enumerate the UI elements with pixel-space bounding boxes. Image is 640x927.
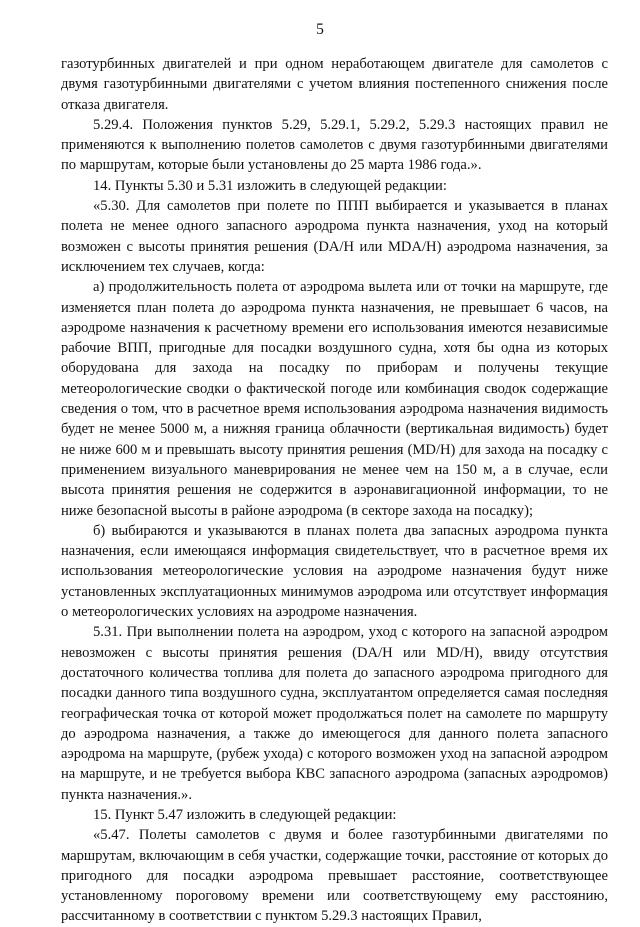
paragraph: 15. Пункт 5.47 изложить в следующей редакции: (93, 806, 397, 823)
page-number: 5 (316, 21, 324, 38)
paragraph: б) выбираются и указываются в планах полета два запасных аэродрома пункта назначения, если имеющаяся информация свидетельствует, что в расчетное время их использования метеорологические условия на аэродроме назначения будут ниже установленных эксплуатационных минимумов аэродрома или отсутствует информация о метеорологических условиях на аэродроме назначения. (61, 522, 608, 621)
paragraph: «5.30. Для самолетов при полете по ППП выбирается и указывается в планах полета не менее одного запасного аэродрома пункта назначения, уход на который возможен с высоты принятия решения (DA/H или MDA/H) аэродрома назначения, за исключением тех случаев, когда: (61, 198, 608, 275)
paragraph: 5.31. При выполнении полета на аэродром, уход с которого на запасной аэродром невозможен с высоты принятия решения (DA/H или MD/H), ввиду отсутствия достаточного количества топлива для полета до запасного аэродрома пригодного для посадки данного типа воздушного судна, эксплуатантом определяется самая последняя географическая точка от которой может продолжаться полет на самолете по маршруту до аэродрома назначения, а также до имеющегося для данного полета запасного аэродрома на маршруте, (рубеж ухода) с которого возможен уход на запасной аэродром на маршруте, и не требуется выбора КВС запасного аэродрома (запасных аэродромов) пункта назначения.». (61, 624, 608, 803)
paragraph: 14. Пункты 5.30 и 5.31 изложить в следующей редакции: (93, 177, 447, 194)
paragraph: 5.29.4. Положения пунктов 5.29, 5.29.1, 5.29.2, 5.29.3 настоящих правил не применяются к выполнению полетов самолетов с двумя газотурбинными двигателями по маршрутам, которые были установлены до 25 марта 1986 года.». (61, 116, 608, 174)
paragraph: «5.47. Полеты самолетов с двумя и более газотурбинными двигателями по маршрутам, включающим в себя участки, содержащие точки, расстояние от которых до пригодного для посадки аэродрома превышает расстояние, соответствующее установленному пороговому времени или соответствующему ему расстоянию, рассчитанному в соответствии с пунктом 5.29.3 настоящих Правил, (61, 827, 608, 925)
document-body (61, 54, 608, 927)
paragraph: газотурбинных двигателей и при одном неработающем двигателе для самолетов с двумя газотурбинными двигателями с учетом влияния постепенного снижения после отказа двигателя. (61, 56, 608, 113)
paragraph: а) продолжительность полета от аэродрома вылета или от точки на маршруте, где изменяется план полета до аэродрома пункта назначения, не превышает 6 часов, на аэродроме назначения к расчетному времени его использования имеются независимые рабочие ВПП, пригодные для посадки воздушного судна, хотя бы одна из которых оборудована для захода на посадку по приборам и получены текущие метеорологические сводки о фактической погоде или комбинация сводок содержащие сведения о том, что в расчетное время использования аэродрома назначения видимость будет не менее 5000 м, а нижняя граница облачности (вертикальная видимость) будет не ниже 600 м и превышать высоту принятия решения (MD/H) для захода на посадку с применением визуального маневрирования не менее чем на 150 м, а в случае, если высота принятия решения не содержится в аэронавигационной информации, то не ниже безопасной высоты в районе аэродрома (в секторе захода на посадку); (61, 279, 608, 519)
